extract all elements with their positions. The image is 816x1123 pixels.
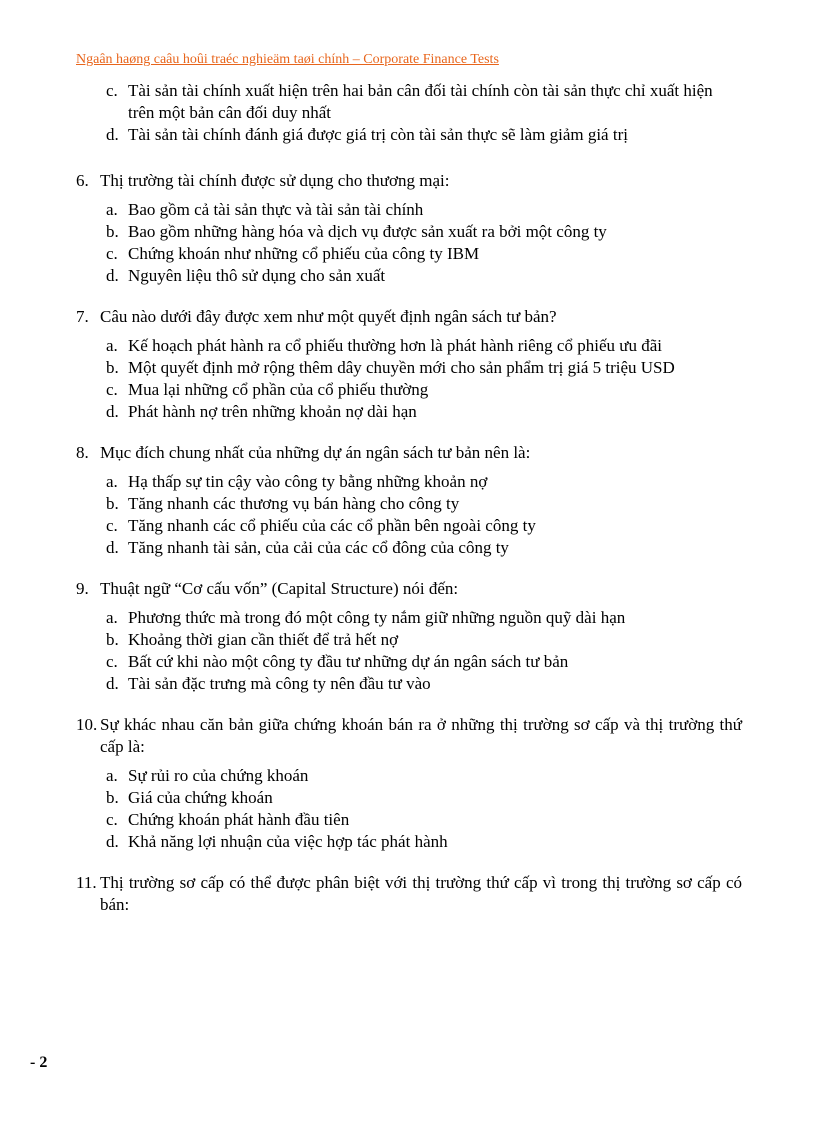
option-letter: b. xyxy=(106,358,119,377)
option-letter: c. xyxy=(106,244,118,263)
option-letter: c. xyxy=(106,380,118,399)
option-list xyxy=(76,335,742,423)
option-letter: d. xyxy=(106,832,119,851)
option-letter: c. xyxy=(106,810,118,829)
option-letter: a. xyxy=(106,608,118,627)
option-text: Mua lại những cổ phần của cổ phiếu thường xyxy=(128,380,429,399)
option-item xyxy=(76,471,742,493)
option-item xyxy=(76,124,742,146)
question-text: Câu nào dưới đây được xem như một quyết định ngân sách tư bản? xyxy=(100,307,557,326)
option-letter: b. xyxy=(106,630,119,649)
option-text: Tăng nhanh các cổ phiếu của các cổ phần bên ngoài công ty xyxy=(128,516,536,535)
option-text: Một quyết định mở rộng thêm dây chuyền mới cho sản phẩm trị giá 5 triệu USD xyxy=(128,358,675,377)
option-list xyxy=(76,607,742,695)
question-block xyxy=(76,170,742,287)
option-letter: d. xyxy=(106,402,119,421)
option-item xyxy=(76,401,742,423)
question-text: Mục đích chung nhất của những dự án ngân sách tư bản nên là: xyxy=(100,443,531,462)
question-number: 9. xyxy=(76,579,89,598)
question-block xyxy=(76,306,742,423)
option-text: Bao gồm những hàng hóa và dịch vụ được sản xuất ra bởi một công ty xyxy=(128,222,607,241)
question-stem xyxy=(76,306,742,328)
option-letter: c. xyxy=(106,516,118,535)
option-item xyxy=(76,493,742,515)
option-list xyxy=(76,765,742,853)
option-text: Tài sản đặc trưng mà công ty nên đầu tư vào xyxy=(128,674,431,693)
option-text: Tăng nhanh các thương vụ bán hàng cho công ty xyxy=(128,494,460,513)
option-text: Bất cứ khi nào một công ty đầu tư những dự án ngân sách tư bản xyxy=(128,652,569,671)
page-header: Ngaân haøng caâu hoûi traéc nghieäm taøi chính – Corporate Finance Tests xyxy=(76,52,499,67)
question-block xyxy=(76,714,742,853)
question-stem xyxy=(76,442,742,464)
option-text: Tài sản tài chính xuất hiện trên hai bản cân đối tài chính còn tài sản thực chỉ xuất hiện trên một bản cân đối duy nhất xyxy=(128,81,713,122)
option-list xyxy=(76,471,742,559)
option-item xyxy=(76,243,742,265)
option-item xyxy=(76,199,742,221)
option-text: Chứng khoán phát hành đầu tiên xyxy=(128,810,350,829)
option-text: Phát hành nợ trên những khoản nợ dài hạn xyxy=(128,402,417,421)
option-text: Kế hoạch phát hành ra cổ phiếu thường hơn là phát hành riêng cổ phiếu ưu đãi xyxy=(128,336,662,355)
question-text: Thị trường sơ cấp có thể được phân biệt với thị trường thứ cấp vì trong thị trường sơ cấp có bán: xyxy=(100,873,742,914)
option-letter: a. xyxy=(106,766,118,785)
option-item xyxy=(76,651,742,673)
option-item xyxy=(76,515,742,537)
document-body xyxy=(76,80,742,923)
option-letter: d. xyxy=(106,125,119,144)
question-block xyxy=(76,442,742,559)
option-text: Khả năng lợi nhuận của việc hợp tác phát hành xyxy=(128,832,448,851)
option-letter: d. xyxy=(106,266,119,285)
option-text: Giá của chứng khoán xyxy=(128,788,273,807)
option-item xyxy=(76,379,742,401)
page-number: - 2 xyxy=(30,1054,48,1071)
option-item xyxy=(76,765,742,787)
option-text: Tài sản tài chính đánh giá được giá trị còn tài sản thực sẽ làm giảm giá trị xyxy=(128,125,628,144)
option-text: Hạ thấp sự tin cậy vào công ty bằng những khoản nợ xyxy=(128,472,488,491)
question-stem xyxy=(76,578,742,600)
option-letter: c. xyxy=(106,81,118,100)
question-stem xyxy=(76,714,742,758)
option-list xyxy=(76,199,742,287)
option-item xyxy=(76,629,742,651)
question-number: 11. xyxy=(76,873,97,892)
option-item xyxy=(76,357,742,379)
question-number: 10. xyxy=(76,715,98,734)
question-text: Sự khác nhau căn bản giữa chứng khoán bán ra ở những thị trường sơ cấp và thị trường thứ cấp là: xyxy=(100,715,742,756)
question-stem xyxy=(76,872,742,916)
option-item xyxy=(76,787,742,809)
question-stem xyxy=(76,170,742,192)
option-letter: a. xyxy=(106,200,118,219)
option-letter: d. xyxy=(106,538,119,557)
option-text: Chứng khoán như những cổ phiếu của công ty IBM xyxy=(128,244,480,263)
question-block xyxy=(76,872,742,916)
option-item xyxy=(76,265,742,287)
option-item xyxy=(76,831,742,853)
option-item xyxy=(76,607,742,629)
option-item xyxy=(76,335,742,357)
option-text: Bao gồm cả tài sản thực và tài sản tài chính xyxy=(128,200,424,219)
question-text: Thuật ngữ “Cơ cấu vốn” (Capital Structure) nói đến: xyxy=(100,579,459,598)
option-text: Phương thức mà trong đó một công ty nắm giữ những nguồn quỹ dài hạn xyxy=(128,608,626,627)
option-letter: b. xyxy=(106,222,119,241)
option-letter: a. xyxy=(106,472,118,491)
question-number: 6. xyxy=(76,171,89,190)
option-text: Nguyên liệu thô sử dụng cho sản xuất xyxy=(128,266,386,285)
question-list xyxy=(76,170,742,916)
option-letter: d. xyxy=(106,674,119,693)
question-text: Thị trường tài chính được sử dụng cho thương mại: xyxy=(100,171,450,190)
continued-options xyxy=(76,80,742,146)
option-item xyxy=(76,80,742,124)
question-number: 7. xyxy=(76,307,89,326)
option-text: Khoảng thời gian cần thiết để trả hết nợ xyxy=(128,630,399,649)
option-item xyxy=(76,537,742,559)
question-number: 8. xyxy=(76,443,89,462)
option-letter: b. xyxy=(106,494,119,513)
option-item xyxy=(76,221,742,243)
option-letter: c. xyxy=(106,652,118,671)
option-letter: a. xyxy=(106,336,118,355)
option-text: Sự rủi ro của chứng khoán xyxy=(128,766,309,785)
option-item xyxy=(76,809,742,831)
question-block xyxy=(76,578,742,695)
option-text: Tăng nhanh tài sản, của cải của các cổ đông của công ty xyxy=(128,538,509,557)
option-item xyxy=(76,673,742,695)
option-letter: b. xyxy=(106,788,119,807)
